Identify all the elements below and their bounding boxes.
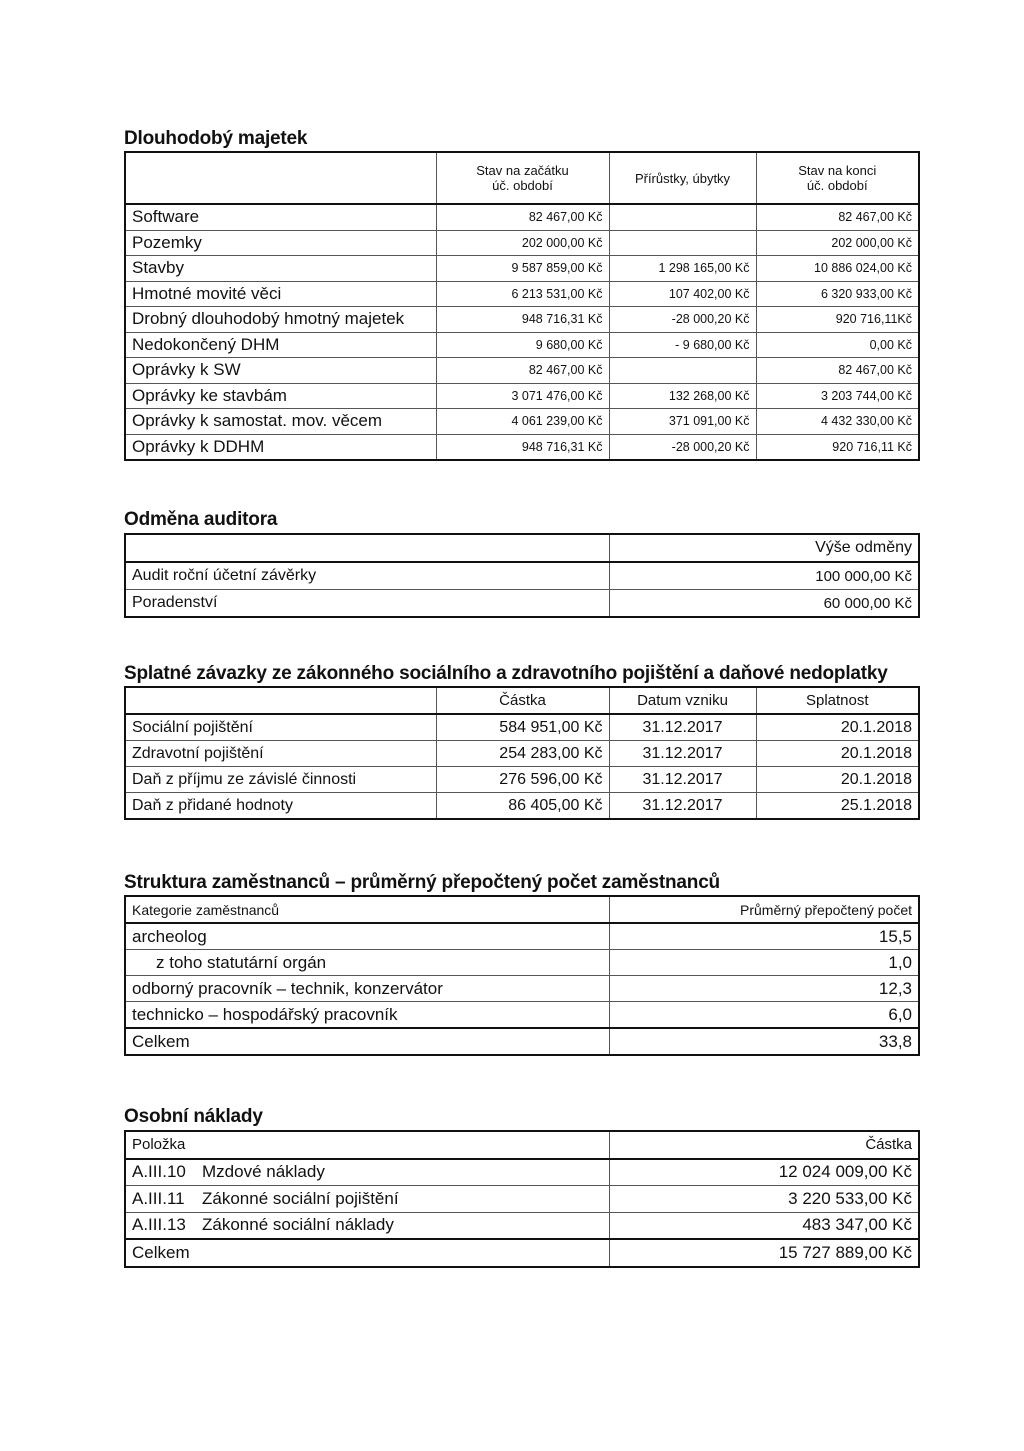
row-label: Software	[125, 204, 436, 230]
item-code: A.III.13	[132, 1215, 186, 1235]
change-value: 107 402,00 Kč	[609, 281, 756, 307]
table-row	[125, 793, 919, 820]
empty-header-cell	[125, 152, 436, 204]
row-label: Oprávky k DDHM	[125, 434, 436, 460]
date-value: 31.12.2017	[609, 741, 756, 767]
start-value: 202 000,00 Kč	[436, 230, 609, 256]
start-header: Stav na začátku úč. období	[436, 152, 609, 204]
row-label: Zdravotní pojištění	[125, 741, 436, 767]
long-term-assets-title: Dlouhodobý majetek	[124, 128, 308, 149]
row-label: Stavby	[125, 256, 436, 282]
count-value: 1,0	[609, 950, 919, 976]
count-value: 6,0	[609, 1002, 919, 1029]
table-header-row	[125, 687, 919, 714]
end-header: Stav na konci úč. období	[756, 152, 919, 204]
table-row	[125, 204, 919, 230]
end-value: 4 432 330,00 Kč	[756, 409, 919, 435]
table-row	[125, 950, 919, 976]
due-value: 20.1.2018	[756, 741, 919, 767]
change-value: -28 000,20 Kč	[609, 307, 756, 333]
amount-value: 86 405,00 Kč	[436, 793, 609, 820]
row-label: Pozemky	[125, 230, 436, 256]
table-header-row	[125, 152, 919, 204]
table-row	[125, 741, 919, 767]
table-header-row	[125, 1131, 919, 1159]
liabilities-table	[124, 686, 920, 820]
empty-header-cell	[125, 687, 436, 714]
table-row	[125, 230, 919, 256]
row-label	[125, 1212, 609, 1239]
auditor-fee-table	[124, 533, 920, 618]
row-label: Audit roční účetní závěrky	[125, 562, 609, 590]
change-value	[609, 230, 756, 256]
table-row	[125, 307, 919, 333]
fee-amount: 60 000,00 Kč	[609, 590, 919, 618]
due-value: 20.1.2018	[756, 767, 919, 793]
start-value: 948 716,31 Kč	[436, 434, 609, 460]
date-value: 31.12.2017	[609, 793, 756, 820]
row-label: odborný pracovník – technik, konzervátor	[125, 976, 609, 1002]
due-value: 25.1.2018	[756, 793, 919, 820]
date-value: 31.12.2017	[609, 767, 756, 793]
start-value: 9 587 859,00 Kč	[436, 256, 609, 282]
long-term-assets-table	[124, 151, 920, 461]
item-header: Položka	[125, 1131, 609, 1159]
row-label: Drobný dlouhodobý hmotný majetek	[125, 307, 436, 333]
table-header-row	[125, 896, 919, 923]
fee-amount: 100 000,00 Kč	[609, 562, 919, 590]
start-value: 9 680,00 Kč	[436, 332, 609, 358]
amount-value: 584 951,00 Kč	[436, 714, 609, 741]
change-value: 132 268,00 Kč	[609, 383, 756, 409]
table-row	[125, 1159, 919, 1186]
start-value: 948 716,31 Kč	[436, 307, 609, 333]
amount-value: 12 024 009,00 Kč	[609, 1159, 919, 1186]
table-row	[125, 976, 919, 1002]
table-row	[125, 923, 919, 950]
item-label: Zákonné sociální pojištění	[202, 1188, 399, 1208]
auditor-fee-title: Odměna auditora	[124, 509, 278, 530]
end-value: 82 467,00 Kč	[756, 204, 919, 230]
row-label: Poradenství	[125, 590, 609, 618]
total-amount: 15 727 889,00 Kč	[609, 1239, 919, 1267]
end-value: 82 467,00 Kč	[756, 358, 919, 384]
item-label: Zákonné sociální náklady	[202, 1215, 394, 1235]
row-label	[125, 1159, 609, 1186]
due-value: 20.1.2018	[756, 714, 919, 741]
staff-table	[124, 895, 920, 1056]
table-row	[125, 1002, 919, 1029]
table-row	[125, 409, 919, 435]
personnel-costs-title: Osobní náklady	[124, 1106, 263, 1127]
end-value: 6 320 933,00 Kč	[756, 281, 919, 307]
row-label: Oprávky k samostat. mov. věcem	[125, 409, 436, 435]
total-label: Celkem	[125, 1028, 609, 1055]
table-row	[125, 332, 919, 358]
liabilities-title: Splatné závazky ze zákonného sociálního a zdravotního pojištění a daňové nedoplatky	[124, 663, 888, 684]
table-row	[125, 767, 919, 793]
row-label: Daň z příjmu ze závislé činnosti	[125, 767, 436, 793]
end-value: 202 000,00 Kč	[756, 230, 919, 256]
fee-header: Výše odměny	[609, 534, 919, 562]
change-value: 371 091,00 Kč	[609, 409, 756, 435]
count-value: 12,3	[609, 976, 919, 1002]
table-row	[125, 1212, 919, 1239]
start-value: 3 071 476,00 Kč	[436, 383, 609, 409]
row-label: Oprávky ke stavbám	[125, 383, 436, 409]
table-row	[125, 714, 919, 741]
end-value: 10 886 024,00 Kč	[756, 256, 919, 282]
item-label: Mzdové náklady	[202, 1162, 325, 1182]
row-label: Daň z přidané hodnoty	[125, 793, 436, 820]
category-header: Kategorie zaměstnanců	[125, 896, 609, 923]
change-value: - 9 680,00 Kč	[609, 332, 756, 358]
total-row	[125, 1239, 919, 1267]
row-label: Oprávky k SW	[125, 358, 436, 384]
end-value: 920 716,11Kč	[756, 307, 919, 333]
table-row	[125, 434, 919, 460]
end-value: 920 716,11 Kč	[756, 434, 919, 460]
change-value: 1 298 165,00 Kč	[609, 256, 756, 282]
row-label: Nedokončený DHM	[125, 332, 436, 358]
change-header: Přírůstky, úbytky	[609, 152, 756, 204]
table-row	[125, 383, 919, 409]
amount-value: 3 220 533,00 Kč	[609, 1186, 919, 1213]
empty-header-cell	[125, 534, 609, 562]
start-value: 4 061 239,00 Kč	[436, 409, 609, 435]
change-value	[609, 358, 756, 384]
total-row	[125, 1028, 919, 1055]
row-label: Hmotné movité věci	[125, 281, 436, 307]
table-row	[125, 358, 919, 384]
date-header: Datum vzniku	[609, 687, 756, 714]
row-label: Sociální pojištění	[125, 714, 436, 741]
start-value: 82 467,00 Kč	[436, 358, 609, 384]
count-value: 15,5	[609, 923, 919, 950]
amount-value: 276 596,00 Kč	[436, 767, 609, 793]
amount-value: 254 283,00 Kč	[436, 741, 609, 767]
table-row	[125, 256, 919, 282]
change-value	[609, 204, 756, 230]
end-value: 3 203 744,00 Kč	[756, 383, 919, 409]
amount-value: 483 347,00 Kč	[609, 1212, 919, 1239]
end-value: 0,00 Kč	[756, 332, 919, 358]
count-header: Průměrný přepočtený počet	[609, 896, 919, 923]
amount-header: Částka	[436, 687, 609, 714]
table-row	[125, 590, 919, 618]
date-value: 31.12.2017	[609, 714, 756, 741]
item-code: A.III.11	[132, 1188, 185, 1208]
row-label: archeolog	[125, 923, 609, 950]
table-header-row	[125, 534, 919, 562]
total-label: Celkem	[125, 1239, 609, 1267]
row-label	[125, 1186, 609, 1213]
start-value: 82 467,00 Kč	[436, 204, 609, 230]
personnel-costs-table	[124, 1130, 920, 1268]
table-row	[125, 1186, 919, 1213]
table-row	[125, 562, 919, 590]
change-value: -28 000,20 Kč	[609, 434, 756, 460]
start-value: 6 213 531,00 Kč	[436, 281, 609, 307]
row-label: z toho statutární orgán	[125, 950, 609, 976]
table-row	[125, 281, 919, 307]
staff-title: Struktura zaměstnanců – průměrný přepočtený počet zaměstnanců	[124, 872, 720, 893]
total-count: 33,8	[609, 1028, 919, 1055]
due-header: Splatnost	[756, 687, 919, 714]
amount-header: Částka	[609, 1131, 919, 1159]
row-label: technicko – hospodářský pracovník	[125, 1002, 609, 1029]
item-code: A.III.10	[132, 1162, 186, 1182]
